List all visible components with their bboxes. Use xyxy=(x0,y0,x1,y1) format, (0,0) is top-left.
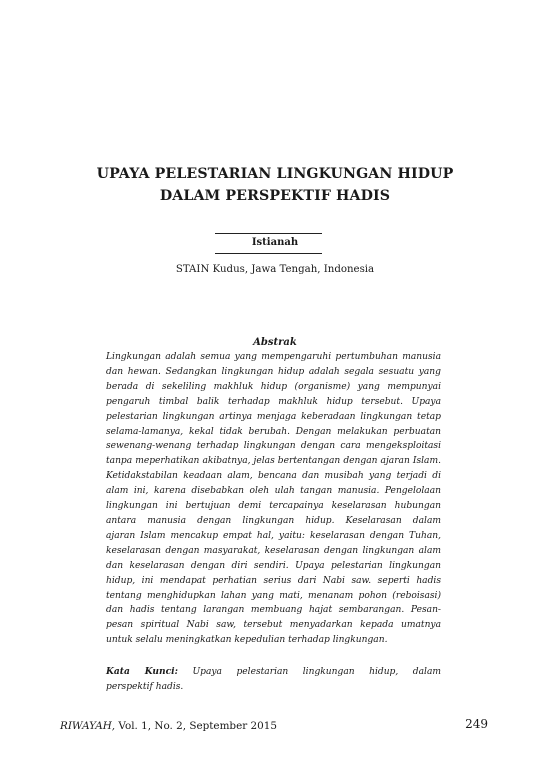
author-rule-top xyxy=(215,233,322,234)
abstract-body xyxy=(106,350,441,648)
abstract-line: pelestarian lingkungan artinya menjaga keberadaan lingkungan tetap xyxy=(106,411,441,422)
page-number: 249 xyxy=(465,717,488,731)
abstract-line: tanpa meperhatikan akibatnya, jelas bertentangan dengan ajaran Islam. xyxy=(106,456,441,467)
abstract-line: alam ini, karena disebabkan oleh ulah tangan manusia. Pengelolaan xyxy=(106,486,441,497)
abstract-line: lingkungan ini bertujuan demi tercapainya keselarasan hubungan xyxy=(106,501,441,512)
abstract-line: untuk selalu meningkatkan kepedulian terhadap lingkungan. xyxy=(106,635,388,646)
abstract-line: keselarasan dengan masyarakat, keselarasan dengan lingkungan alam xyxy=(106,545,441,556)
abstract-line: pesan spiritual Nabi saw, tersebut menyadarkan kepada umatnya xyxy=(106,620,441,631)
abstract-line: dan hewan. Sedangkan lingkungan hidup adalah segala sesuatu yang xyxy=(106,366,441,377)
keywords-line-2: perspektif hadis. xyxy=(106,682,184,692)
abstract-line: ajaran Islam mencakup empat hal, yaitu: keselarasan dengan Tuhan, xyxy=(106,530,441,541)
journal-name: RIWAYAH, xyxy=(60,720,116,732)
keywords-line-1 xyxy=(106,664,441,680)
abstract-line: berada di sekeliling makhluk hidup (organisme) yang mempunyai xyxy=(106,381,441,392)
keywords xyxy=(106,664,441,695)
abstract-line: dan keselarasan dengan diri sendiri. Upaya pelestarian lingkungan xyxy=(106,560,441,571)
journal-footer xyxy=(60,719,277,733)
abstract-line: pengaruh timbal balik terhadap makhluk hidup tersebut. Upaya xyxy=(106,396,441,407)
abstract-line: tentang menghidupkan lahan yang mati, menanam pohon (reboisasi) xyxy=(106,590,441,601)
abstract-line: hidup, ini mendapat perhatian serius dari Nabi saw. seperti hadis xyxy=(106,575,441,586)
abstract-line: selama-lamanya, kekal tidak berubah. Dengan melakukan perbuatan xyxy=(106,426,441,437)
author-rule-bottom xyxy=(215,253,322,254)
title-line-1: UPAYA PELESTARIAN LINGKUNGAN HIDUP xyxy=(96,166,454,182)
abstract-line: antara manusia dengan lingkungan hidup. Keselarasan dalam xyxy=(106,515,441,526)
abstract-line: sewenang-wenang terhadap lingkungan dengan cara mengeksploitasi xyxy=(106,441,441,452)
journal-issue: Vol. 1, No. 2, September 2015 xyxy=(115,720,277,732)
keywords-label: Kata Kunci: xyxy=(106,666,178,677)
abstract-heading: Abstrak xyxy=(253,337,297,348)
author-name: Istianah xyxy=(251,237,299,248)
author-affiliation: STAIN Kudus, Jawa Tengah, Indonesia xyxy=(175,264,375,275)
article-title xyxy=(60,163,490,207)
abstract-line: Ketidakstabilan keadaan alam, bencana dan musibah yang terjadi di xyxy=(106,471,441,482)
keywords-text-1: Upaya pelestarian lingkungan hidup, dalam xyxy=(177,667,441,677)
abstract-line: dan hadis tentang larangan membuang hajat sembarangan. Pesan- xyxy=(106,605,441,616)
abstract-line: Lingkungan adalah semua yang mempengaruhi pertumbuhan manusia xyxy=(106,352,441,362)
title-line-2: DALAM PERSPEKTIF HADIS xyxy=(159,188,391,204)
